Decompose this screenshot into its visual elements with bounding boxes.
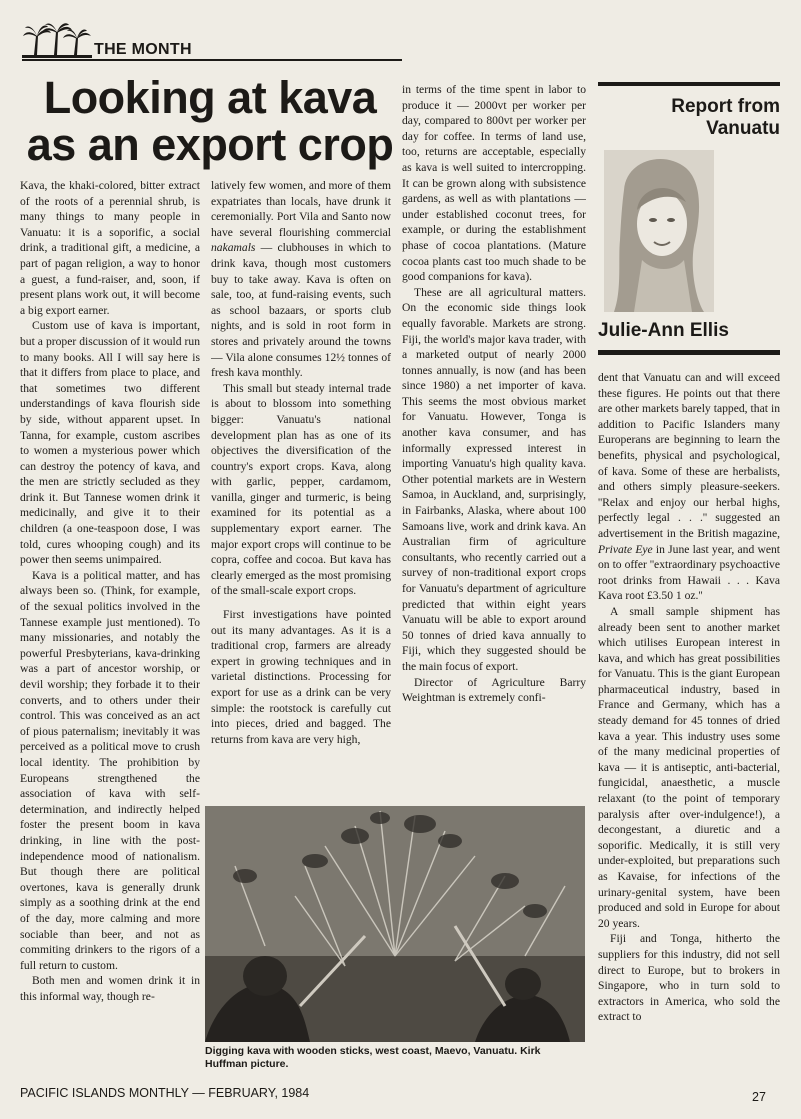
report-byline-box (598, 82, 780, 362)
article-paragraph: Fiji and Tonga, hitherto the suppliers for this industry, did not sell direct to Europe, but to brokers in Singapore, who in turn sold to extractors in America, who sold the extract to (598, 932, 780, 1024)
kava-digging-photo (205, 806, 585, 1042)
article-column-3 (402, 82, 586, 802)
kava-digging-photo-image (205, 806, 585, 1042)
article-column-2 (211, 178, 391, 810)
article-paragraph: Kava, the khaki-colored, bitter extract of the roots of a perennial shrub, is many things to many people in Vanuatu: it is a soporific, a social drink, a traditional gift, a medicine, a part of pagan religion, a way to honor a guest, a fund-raiser, and, soon, if present plans work out, it will become a big export earner. (20, 179, 200, 317)
article-paragraph: Custom use of kava is important, but a proper discussion of it would run to many books. All I will say here is that it differs from place to place, and that sometimes two different understandings of kava flourish side by side, without apparent upset. In Tanna, for example, custom ascribes to women a mysterious power which can destroy the potency of kava, and the men are strictly secluded as they drink it. But Tannese women drink it medicinally, and give it to their children (a one-teaspoon dose, I was told, cures whooping cough) and its power then seems unimpaired. (20, 319, 200, 567)
author-portrait (604, 150, 714, 312)
article-column-4 (598, 370, 780, 1080)
article-paragraph: These are all agricultural matters. On the economic side things look equally favorable. Markets are strong. Fiji, the world's major kava trader, with a marketed output of nearly 2000 tonnes annually, is now (and has been since 1980) a net importer of kava. This seems the most obvious market for Vanuatu. However, Tonga is another kava consumer, and has informally expressed interest in importing Vanuatu's high quality kava. Other potential markets are in Western Samoa, in Auckland, and, surprisingly, in Fairbanks, Alaska, where about 100 Samoans live, work and drink kava. An Australian firm of agriculture consultants, who recently carried out a survey of non-traditional export crops for Vanuatu's department of agriculture predicted that within eight years Vanuatu will be able to export around 50 tonnes of dried kava annually to Fiji, which they suggested should be the main focus of export. (402, 285, 586, 673)
header-rule (22, 59, 402, 61)
article-paragraph: Kava is a political matter, and has always been so. (Think, for example, of the sexual politics involved in the Tannese example just mentioned). To many missionaries, and notably the powerful Presbyterians, kava-drinking was a part of ancestor worship, or devil worship; they forbade it to their converts, and to others under their control. This was conceived as an act of pious paternalism; inevitably it was perceived as a political move to crush local identity. The prohibition by Europeans strengthened the association of kava with self-determination, and indirectly helped foster the present boom in kava drinking, in line with the post-independence mood of nationalism. But though there are political overtones, kava is generally drunk simply as a soothing drink at the end of the day, more calming and more sociable than beer, and not as commiting drinkers to the rigors of a full return to custom. (20, 568, 200, 972)
report-rule-top (598, 82, 780, 86)
article-paragraph: A small sample shipment has already been sent to another market which utilises European interest in kava, and which has great possibilities for Vanuatu. This is the giant European pharmaceutical industry, based in France and Germany, which has a steady demand for 45 tonnes of dried kava a year. This industry uses some of the many medicinal properties of kava — it is antiseptic, anti-bacterial, fungicidal, anaesthetic, a muscle relaxant (to the point of temporary paralysis after over-indulgence!), a decongestant, a diuretic and a soporific. Medically, it is still very under-exploited, but preparations such as Kavaise, for infections of the urinary-genital system, have been produced and sold in Europe for about 20 years. (598, 604, 780, 930)
author-portrait-image (604, 150, 714, 312)
article-paragraph: in terms of the time spent in labor to produce it — 2000vt per worker per day, compared to 800vt per worker per day for coffee. In terms of land use, too, returns are acceptable, especially as kava is well suited to intercropping. It can be grown along with subsistence gardens, as well as with plantations — under established coconut trees, for example, or during the establishment phase of cocoa plantations. (Mature cocoa plants cast too much shade to be good companions for kava). (402, 83, 586, 284)
footer-publication: PACIFIC ISLANDS MONTHLY — FEBRUARY, 1984 (20, 1086, 310, 1100)
article-paragraph: latively few women, and more of them expatriates than locals, have drunk it ceremonially. Port Vila and Santo now have several flourishing commercial nakamals — clubhouses in which to drink kava, though most customers buy to take away. Kava is often on sale, too, at fund-raising events, such as school bazaars, or sports club nights, and is sold in root form in stores and privately around the towns — Vila alone consumes 12½ tonnes of fresh kava monthly. (211, 179, 391, 380)
article-paragraph: This small but steady internal trade is about to blossom into something bigger: Vanuatu's national development plan has as one of its objectives the diversification of the country's export crops. Kava, along with garlic, pepper, cardamom, vanilla, ginger and turmeric, is being examined for its potential as a supplementary export earner. The major export crops will continue to be copra, coffee and cocoa. But kava has clearly emerged as the most promising of the small-scale export crops. (211, 381, 391, 598)
article-headline: Looking at kava as an export crop (26, 72, 394, 170)
author-name: Julie-Ann Ellis (598, 320, 729, 341)
article-paragraph: First investigations have pointed out its many advantages. As it is a traditional crop, farmers are already expert in growing techniques and in varietal distinctions. Processing for export for use as a drink can be very simple: the rootstock is carefully cut into pieces, dried and bagged. The returns from kava are very high, (211, 608, 391, 746)
article-paragraph: Both men and women drink it in this informal way, though re- (20, 974, 200, 1003)
italic-title: Private Eye (598, 542, 653, 556)
article-column-1 (20, 178, 200, 1068)
page-number: 27 (752, 1090, 766, 1104)
article-paragraph: dent that Vanuatu can and will exceed these figures. He points out that there are other markets barely tapped, that in addition to Pacific Islanders many Europerans are beginning to learn the benefits, physical and psychological, of kava. Some of these are herbalists, and others simply pleasure-seekers. ''Relax and enjoy our herbal highs, perfectly legal . . .'' suggested an advertisement in the British magazine, Private Eye in June last year, and went on to offer ''extraordinary psychoactive root drinks from Hawaii . . . Kava Kava root £3.50 1 oz.'' (598, 371, 780, 603)
report-rule-bottom (598, 350, 780, 355)
palm-trees-logo-icon (22, 22, 92, 60)
section-label: THE MONTH (94, 41, 192, 58)
italic-term: nakamals (211, 241, 256, 255)
report-title: Report from Vanuatu (671, 96, 780, 139)
article-paragraph: Director of Agriculture Barry Weightman is extremely confi- (402, 675, 586, 705)
photo-caption: Digging kava with wooden sticks, west coast, Maevo, Vanuatu. Kirk Huffman picture. (205, 1045, 541, 1070)
section-header (22, 22, 402, 62)
